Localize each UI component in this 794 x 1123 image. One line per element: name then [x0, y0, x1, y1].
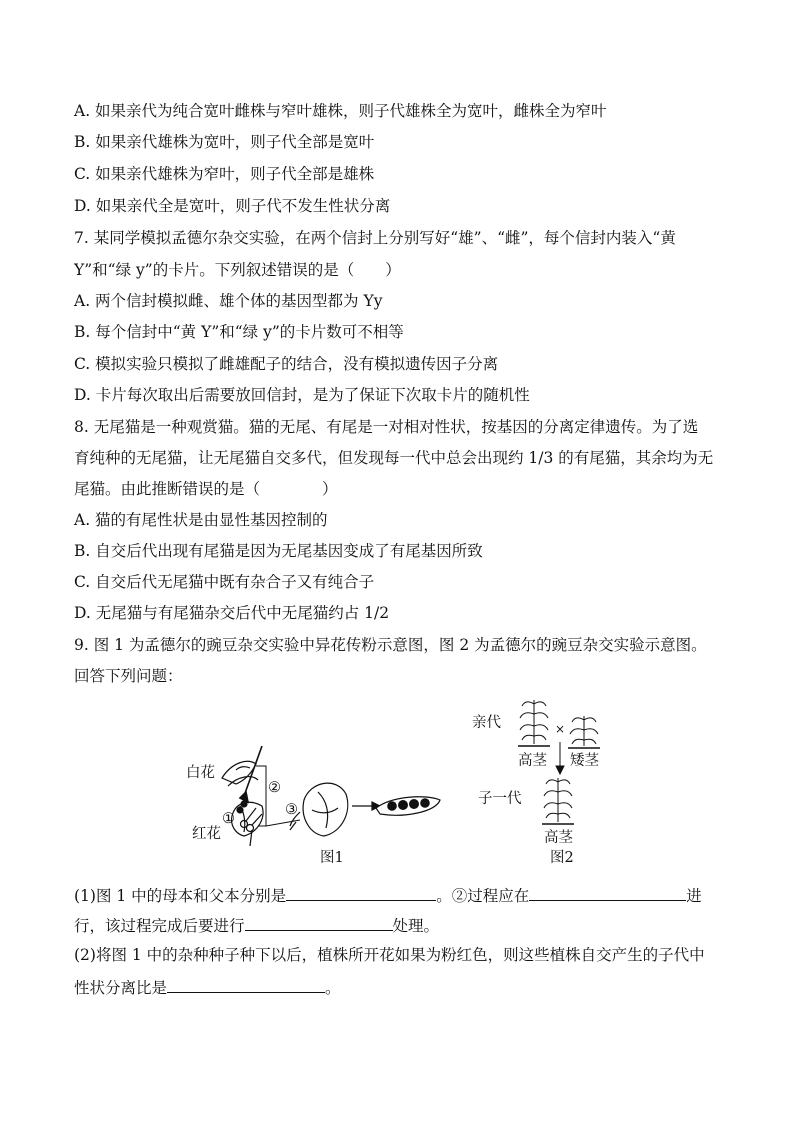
fig2-parent-tall-plant	[518, 700, 550, 746]
q8-option-a: A. 猫的有尾性状是由显性基因控制的	[74, 511, 328, 529]
q9-sub1-text-d: 行，该过程完成后要进行	[74, 917, 245, 935]
q9-sub1-answer-blank1[interactable]	[286, 884, 436, 901]
q9-sub1-text-e: 处理。	[392, 917, 440, 935]
fig1-arrow	[352, 802, 380, 810]
q6-option-b: B. 如果亲代雄株为宽叶，则子代全部是宽叶	[74, 133, 375, 151]
q9-sub2-text-b: 性状分离比是	[74, 979, 168, 997]
q9-sub2-line2	[74, 976, 341, 998]
fig2-label-offspring-tall: 高茎	[544, 830, 573, 846]
q7-option-b: B. 每个信封中“黄 Y”和“绿 y”的卡片数可不相等	[74, 323, 404, 341]
q9-sub2-answer-blank[interactable]	[167, 976, 325, 993]
q8-option-b: B. 自交后代出现有尾猫是因为无尾基因变成了有尾基因所致	[74, 542, 483, 560]
fig1-step3: ③	[285, 802, 298, 818]
q7-stem-line2: Y”和“绿 y”的卡片。下列叙述错误的是（ ）	[74, 261, 401, 279]
q6-option-d: D. 如果亲代全是宽叶，则子代不发生性状分离	[74, 197, 391, 215]
pea-pod-drawing	[376, 797, 440, 816]
q9-sub1-text-c: 进	[686, 887, 702, 905]
fig2-parent-short-plant	[568, 716, 600, 748]
fig2-offspring-tall-plant	[542, 778, 574, 824]
fig2-label-offspring: 子一代	[478, 791, 522, 807]
q9-stem-line2: 回答下列问题：	[74, 667, 183, 685]
q8-option-d: D. 无尾猫与有尾猫杂交后代中无尾猫约占 1/2	[74, 604, 390, 622]
q8-stem-line3: 尾猫。由此推断错误的是（ ）	[74, 480, 338, 498]
q6-option-a: A. 如果亲代为纯合宽叶雌株与窄叶雄株，则子代雄株全为宽叶，雌株全为窄叶	[74, 102, 607, 120]
q9-stem-line1: 9. 图 1 为孟德尔的豌豆杂交实验中异花传粉示意图，图 2 为孟德尔的豌豆杂交实验示意图。	[74, 636, 707, 654]
q8-stem-line1: 8. 无尾猫是一种观赏猫。猫的无尾、有尾是一对相对性状，按基因的分离定律遗传。为了选	[74, 418, 699, 436]
fig1-caption: 图1	[320, 850, 344, 866]
q7-option-a: A. 两个信封模拟雌、雄个体的基因型都为 Yy	[74, 292, 383, 310]
q8-option-c: C. 自交后代无尾猫中既有杂合子又有纯合子	[74, 573, 375, 591]
q9-sub1-text-b: 。②过程应在	[436, 887, 530, 905]
q9-sub1-line2	[74, 914, 439, 936]
fig2-label-tall: 高茎	[518, 753, 547, 769]
q9-sub2-text-c: 。	[325, 979, 341, 997]
q9-sub1-answer-blank2[interactable]	[529, 884, 686, 901]
q6-option-c: C. 如果亲代雄株为窄叶，则子代全部是雄株	[74, 165, 375, 183]
fig1-label-white-flower: 白花	[186, 765, 215, 781]
q8-stem-line2: 育纯种的无尾猫，让无尾猫自交多代，但发现每一代中总会出现约 1/3 的有尾猫，其余均为无	[74, 449, 714, 467]
brush-drawing	[240, 746, 262, 802]
fig2-down-arrow	[556, 742, 564, 774]
q9-sub1-answer-blank3[interactable]	[245, 914, 393, 931]
fig1-pollinated-flower-drawing	[290, 783, 348, 836]
fig2-cross-sign: ×	[555, 722, 566, 736]
q7-stem-line1: 7. 某同学模拟孟德尔杂交实验，在两个信封上分别写好“雄”、“雌”，每个信封内装入“黄	[74, 229, 676, 247]
fig1-step1: ①	[222, 811, 235, 827]
fig2-label-parent: 亲代	[472, 715, 501, 731]
fig2-caption: 图2	[550, 850, 574, 866]
fig2-label-short: 矮茎	[570, 753, 599, 769]
q9-sub1-line1	[74, 884, 702, 906]
fig1-step2: ②	[268, 780, 281, 796]
q9-sub1-text-a: (1)图 1 中的母本和父本分别是	[74, 887, 287, 905]
scissors-icon	[241, 808, 263, 832]
q9-sub2-line1: (2)将图 1 中的杂种种子种下以后，植株所开花如果为粉红色，则这些植株自交产生的子代中	[74, 946, 705, 964]
q7-option-c: C. 模拟实验只模拟了雌雄配子的结合，没有模拟遗传因子分离	[74, 355, 499, 373]
fig1-label-red-flower: 红花	[192, 826, 221, 842]
q7-option-d: D. 卡片每次取出后需要放回信封，是为了保证下次取卡片的随机性	[74, 386, 530, 404]
